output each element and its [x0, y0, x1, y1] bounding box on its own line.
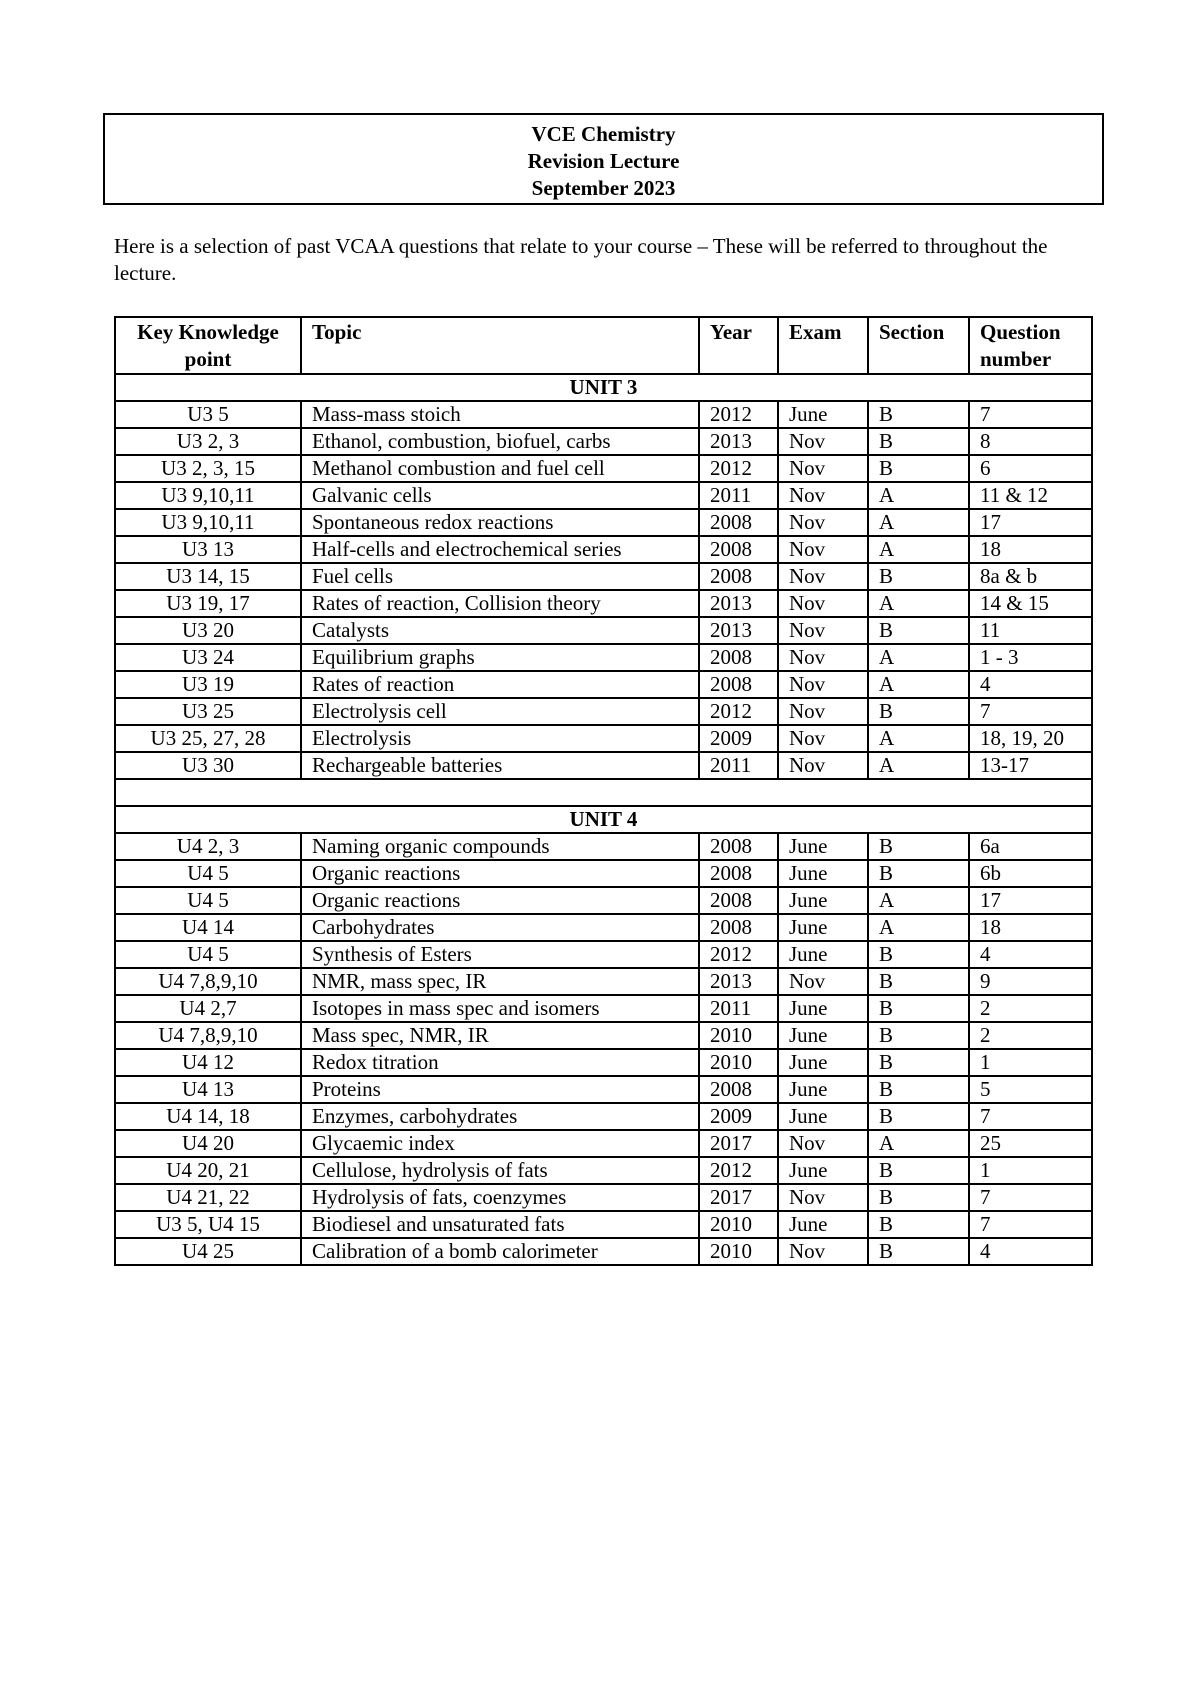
cell-section: B	[868, 1103, 969, 1130]
cell-exam: Nov	[778, 1184, 868, 1211]
cell-topic: Glycaemic index	[301, 1130, 699, 1157]
unit-4-header-label: UNIT 4	[115, 806, 1092, 833]
cell-key-point: U4 12	[115, 1049, 301, 1076]
cell-topic: Fuel cells	[301, 563, 699, 590]
cell-key-point: U3 24	[115, 644, 301, 671]
cell-section: A	[868, 725, 969, 752]
cell-topic: Synthesis of Esters	[301, 941, 699, 968]
table-row	[115, 968, 1092, 995]
cell-key-point: U4 2, 3	[115, 833, 301, 860]
table-row	[115, 1076, 1092, 1103]
cell-topic: Carbohydrates	[301, 914, 699, 941]
cell-exam: Nov	[778, 752, 868, 779]
cell-exam: June	[778, 995, 868, 1022]
cell-question: 1	[969, 1157, 1092, 1184]
cell-section: B	[868, 563, 969, 590]
cell-key-point: U3 20	[115, 617, 301, 644]
cell-topic: Catalysts	[301, 617, 699, 644]
cell-question: 7	[969, 1211, 1092, 1238]
cell-key-point: U3 2, 3	[115, 428, 301, 455]
cell-section: B	[868, 860, 969, 887]
cell-section: B	[868, 1157, 969, 1184]
cell-key-point: U3 13	[115, 536, 301, 563]
cell-year: 2008	[699, 1076, 778, 1103]
cell-topic: Ethanol, combustion, biofuel, carbs	[301, 428, 699, 455]
cell-topic: Organic reactions	[301, 887, 699, 914]
questions-table	[114, 316, 1093, 1266]
cell-section: B	[868, 941, 969, 968]
cell-exam: Nov	[778, 1130, 868, 1157]
table-row	[115, 860, 1092, 887]
cell-year: 2013	[699, 428, 778, 455]
cell-year: 2013	[699, 617, 778, 644]
table-row	[115, 428, 1092, 455]
cell-year: 2008	[699, 914, 778, 941]
cell-topic: Enzymes, carbohydrates	[301, 1103, 699, 1130]
table-row	[115, 617, 1092, 644]
cell-key-point: U4 5	[115, 860, 301, 887]
cell-section: A	[868, 482, 969, 509]
cell-exam: Nov	[778, 644, 868, 671]
cell-year: 2009	[699, 1103, 778, 1130]
cell-question: 4	[969, 941, 1092, 968]
cell-section: B	[868, 455, 969, 482]
cell-year: 2011	[699, 482, 778, 509]
cell-exam: June	[778, 914, 868, 941]
header-section: Section	[868, 317, 969, 374]
cell-section: A	[868, 914, 969, 941]
table-header-row	[115, 317, 1092, 374]
unit-4-header	[115, 806, 1092, 833]
cell-key-point: U4 20	[115, 1130, 301, 1157]
cell-question: 11 & 12	[969, 482, 1092, 509]
table-row	[115, 1103, 1092, 1130]
title-box	[103, 113, 1104, 205]
cell-key-point: U4 20, 21	[115, 1157, 301, 1184]
cell-topic: Equilibrium graphs	[301, 644, 699, 671]
cell-year: 2012	[699, 455, 778, 482]
cell-section: B	[868, 617, 969, 644]
cell-exam: Nov	[778, 1238, 868, 1265]
table-row	[115, 509, 1092, 536]
unit-3-header-label: UNIT 3	[115, 374, 1092, 401]
table-row	[115, 725, 1092, 752]
cell-section: A	[868, 752, 969, 779]
cell-key-point: U4 14, 18	[115, 1103, 301, 1130]
cell-question: 6b	[969, 860, 1092, 887]
cell-exam: June	[778, 887, 868, 914]
cell-topic: Organic reactions	[301, 860, 699, 887]
cell-exam: Nov	[778, 455, 868, 482]
cell-section: B	[868, 428, 969, 455]
unit-3-header	[115, 374, 1092, 401]
cell-year: 2008	[699, 563, 778, 590]
table-row	[115, 1049, 1092, 1076]
cell-year: 2012	[699, 1157, 778, 1184]
cell-topic: Methanol combustion and fuel cell	[301, 455, 699, 482]
cell-year: 2010	[699, 1238, 778, 1265]
cell-key-point: U3 14, 15	[115, 563, 301, 590]
table-body	[115, 374, 1092, 1265]
cell-key-point: U4 5	[115, 887, 301, 914]
table-row	[115, 833, 1092, 860]
cell-section: B	[868, 1184, 969, 1211]
cell-exam: Nov	[778, 536, 868, 563]
cell-question: 5	[969, 1076, 1092, 1103]
cell-topic: NMR, mass spec, IR	[301, 968, 699, 995]
title-line-lecture: Revision Lecture	[527, 149, 680, 173]
cell-year: 2012	[699, 401, 778, 428]
cell-question: 18	[969, 914, 1092, 941]
cell-section: B	[868, 1049, 969, 1076]
cell-key-point: U3 30	[115, 752, 301, 779]
cell-year: 2010	[699, 1049, 778, 1076]
cell-section: B	[868, 1076, 969, 1103]
table-row	[115, 995, 1092, 1022]
cell-key-point: U4 25	[115, 1238, 301, 1265]
cell-topic: Spontaneous redox reactions	[301, 509, 699, 536]
cell-year: 2011	[699, 752, 778, 779]
table-row	[115, 1022, 1092, 1049]
spacer-cell	[115, 779, 1092, 806]
cell-section: B	[868, 698, 969, 725]
cell-topic: Galvanic cells	[301, 482, 699, 509]
cell-topic: Cellulose, hydrolysis of fats	[301, 1157, 699, 1184]
cell-question: 6a	[969, 833, 1092, 860]
cell-exam: Nov	[778, 590, 868, 617]
cell-exam: June	[778, 1049, 868, 1076]
cell-topic: Rates of reaction	[301, 671, 699, 698]
cell-question: 2	[969, 995, 1092, 1022]
table-row	[115, 536, 1092, 563]
header-exam: Exam	[778, 317, 868, 374]
cell-key-point: U3 2, 3, 15	[115, 455, 301, 482]
cell-section: B	[868, 1022, 969, 1049]
cell-exam: Nov	[778, 428, 868, 455]
cell-key-point: U3 9,10,11	[115, 482, 301, 509]
cell-key-point: U3 25	[115, 698, 301, 725]
cell-exam: June	[778, 1211, 868, 1238]
cell-section: B	[868, 1211, 969, 1238]
cell-year: 2011	[699, 995, 778, 1022]
cell-topic: Mass spec, NMR, IR	[301, 1022, 699, 1049]
cell-question: 18	[969, 536, 1092, 563]
cell-year: 2008	[699, 887, 778, 914]
cell-exam: Nov	[778, 509, 868, 536]
cell-topic: Proteins	[301, 1076, 699, 1103]
cell-year: 2017	[699, 1130, 778, 1157]
cell-key-point: U4 21, 22	[115, 1184, 301, 1211]
cell-exam: June	[778, 1076, 868, 1103]
cell-exam: June	[778, 860, 868, 887]
cell-exam: June	[778, 833, 868, 860]
cell-topic: Mass-mass stoich	[301, 401, 699, 428]
cell-key-point: U4 7,8,9,10	[115, 968, 301, 995]
cell-question: 7	[969, 1103, 1092, 1130]
cell-key-point: U4 2,7	[115, 995, 301, 1022]
cell-section: A	[868, 1130, 969, 1157]
cell-exam: Nov	[778, 968, 868, 995]
table-row	[115, 482, 1092, 509]
cell-exam: Nov	[778, 563, 868, 590]
cell-question: 7	[969, 698, 1092, 725]
cell-question: 7	[969, 1184, 1092, 1211]
cell-section: A	[868, 887, 969, 914]
cell-question: 7	[969, 401, 1092, 428]
cell-year: 2008	[699, 644, 778, 671]
table-row	[115, 563, 1092, 590]
cell-key-point: U4 7,8,9,10	[115, 1022, 301, 1049]
cell-section: A	[868, 536, 969, 563]
spacer-row	[115, 779, 1092, 806]
table-row	[115, 1130, 1092, 1157]
cell-exam: June	[778, 1022, 868, 1049]
cell-topic: Electrolysis cell	[301, 698, 699, 725]
cell-year: 2010	[699, 1211, 778, 1238]
table-row	[115, 401, 1092, 428]
cell-topic: Biodiesel and unsaturated fats	[301, 1211, 699, 1238]
cell-question: 1 - 3	[969, 644, 1092, 671]
table-row	[115, 644, 1092, 671]
cell-section: A	[868, 590, 969, 617]
cell-question: 8	[969, 428, 1092, 455]
cell-year: 2008	[699, 860, 778, 887]
cell-exam: Nov	[778, 482, 868, 509]
cell-question: 2	[969, 1022, 1092, 1049]
cell-key-point: U3 9,10,11	[115, 509, 301, 536]
cell-year: 2008	[699, 833, 778, 860]
cell-topic: Naming organic compounds	[301, 833, 699, 860]
cell-section: B	[868, 1238, 969, 1265]
cell-topic: Rechargeable batteries	[301, 752, 699, 779]
cell-year: 2012	[699, 941, 778, 968]
table-row	[115, 590, 1092, 617]
cell-question: 18, 19, 20	[969, 725, 1092, 752]
cell-exam: Nov	[778, 671, 868, 698]
title-line-date: September 2023	[531, 176, 676, 200]
cell-section: A	[868, 644, 969, 671]
cell-key-point: U3 5	[115, 401, 301, 428]
cell-topic: Half-cells and electrochemical series	[301, 536, 699, 563]
cell-year: 2012	[699, 698, 778, 725]
cell-section: A	[868, 671, 969, 698]
cell-exam: Nov	[778, 725, 868, 752]
cell-exam: June	[778, 1103, 868, 1130]
cell-question: 1	[969, 1049, 1092, 1076]
cell-section: B	[868, 401, 969, 428]
intro-paragraph: Here is a selection of past VCAA questions that relate to your course – These will be referred to throughout the lecture.	[114, 234, 1048, 285]
table-row	[115, 1211, 1092, 1238]
cell-topic: Rates of reaction, Collision theory	[301, 590, 699, 617]
cell-question: 25	[969, 1130, 1092, 1157]
cell-key-point: U3 25, 27, 28	[115, 725, 301, 752]
cell-exam: June	[778, 941, 868, 968]
cell-section: A	[868, 509, 969, 536]
cell-year: 2008	[699, 536, 778, 563]
cell-question: 17	[969, 509, 1092, 536]
cell-year: 2017	[699, 1184, 778, 1211]
cell-question: 9	[969, 968, 1092, 995]
cell-year: 2008	[699, 671, 778, 698]
cell-exam: Nov	[778, 617, 868, 644]
cell-section: B	[868, 995, 969, 1022]
cell-question: 11	[969, 617, 1092, 644]
cell-exam: Nov	[778, 698, 868, 725]
cell-question: 14 & 15	[969, 590, 1092, 617]
title-line-course: VCE Chemistry	[531, 122, 676, 146]
table-row	[115, 1184, 1092, 1211]
table-row	[115, 941, 1092, 968]
cell-year: 2013	[699, 590, 778, 617]
cell-section: B	[868, 833, 969, 860]
cell-question: 13-17	[969, 752, 1092, 779]
cell-question: 6	[969, 455, 1092, 482]
cell-key-point: U4 13	[115, 1076, 301, 1103]
header-topic: Topic	[301, 317, 699, 374]
cell-key-point: U3 19, 17	[115, 590, 301, 617]
cell-question: 17	[969, 887, 1092, 914]
cell-exam: June	[778, 401, 868, 428]
cell-year: 2008	[699, 509, 778, 536]
cell-key-point: U4 14	[115, 914, 301, 941]
header-year: Year	[699, 317, 778, 374]
cell-key-point: U3 5, U4 15	[115, 1211, 301, 1238]
cell-topic: Redox titration	[301, 1049, 699, 1076]
table-row	[115, 671, 1092, 698]
table-row	[115, 914, 1092, 941]
table-row	[115, 455, 1092, 482]
cell-question: 4	[969, 671, 1092, 698]
cell-key-point: U4 5	[115, 941, 301, 968]
cell-topic: Hydrolysis of fats, coenzymes	[301, 1184, 699, 1211]
cell-section: B	[868, 968, 969, 995]
cell-key-point: U3 19	[115, 671, 301, 698]
cell-year: 2013	[699, 968, 778, 995]
cell-year: 2010	[699, 1022, 778, 1049]
cell-exam: June	[778, 1157, 868, 1184]
table-row	[115, 887, 1092, 914]
cell-question: 4	[969, 1238, 1092, 1265]
header-key-point: Key Knowledge point	[115, 317, 301, 374]
table-row	[115, 698, 1092, 725]
cell-topic: Electrolysis	[301, 725, 699, 752]
cell-topic: Isotopes in mass spec and isomers	[301, 995, 699, 1022]
table-row	[115, 1238, 1092, 1265]
cell-question: 8a & b	[969, 563, 1092, 590]
header-question: Question number	[969, 317, 1092, 374]
cell-topic: Calibration of a bomb calorimeter	[301, 1238, 699, 1265]
table-row	[115, 1157, 1092, 1184]
table-row	[115, 752, 1092, 779]
cell-year: 2009	[699, 725, 778, 752]
